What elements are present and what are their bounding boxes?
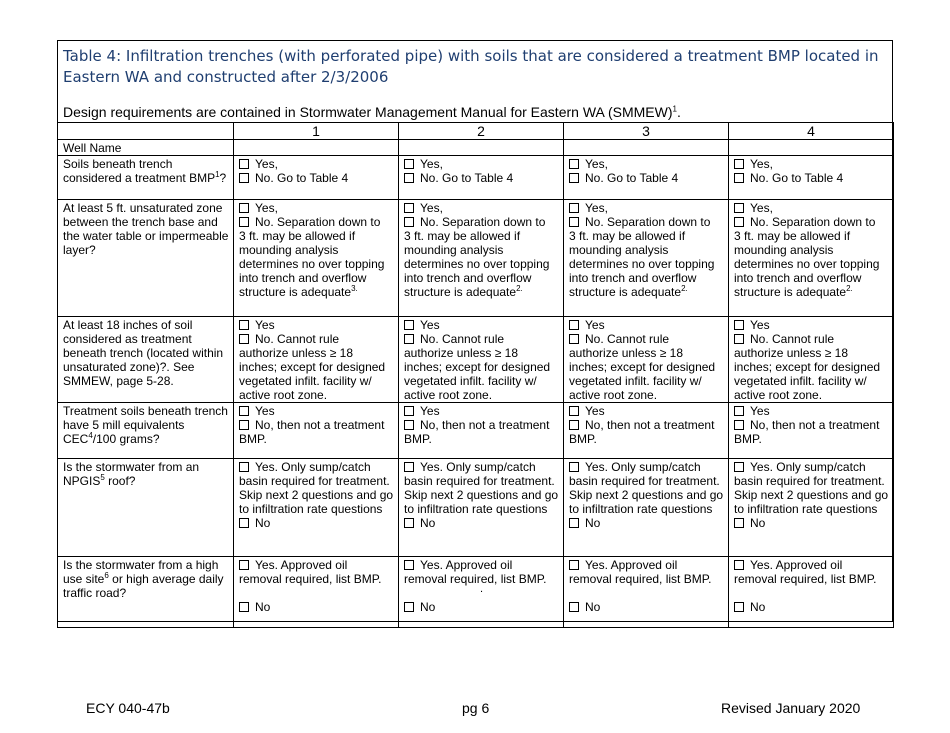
checkbox-yes[interactable] — [239, 406, 249, 416]
answer-cell: Yes, No. Separation down to 3 ft. may be allowed if mounding analysis determines no over topping into trench and overflow structure is adequate$^{2.}$ — [729, 200, 894, 317]
answer-cell: Yes. Only sump/catch basin required for treatment. Skip next 2 questions and go to infiltration rate questions No — [234, 459, 399, 557]
checkbox-yes[interactable] — [734, 406, 744, 416]
checkbox-yes[interactable] — [404, 203, 414, 213]
checkbox-no[interactable] — [239, 173, 249, 183]
soil-depth-row — [58, 317, 894, 403]
well-name-cell[interactable] — [234, 140, 399, 156]
checkbox-no[interactable] — [569, 217, 579, 227]
checkbox-no[interactable] — [734, 217, 744, 227]
answer-cell: Yes, No. Separation down to 3 ft. may be allowed if mounding analysis determines no over topping into trench and overflow structure is adequate$^{2.}$ — [564, 200, 729, 317]
row-label: Is the stormwater from a high use site$^6$ or high average daily traffic road? — [58, 557, 234, 628]
checkbox-no[interactable] — [404, 217, 414, 227]
checkbox-no[interactable] — [404, 173, 414, 183]
answer-cell: Yes No, then not a treatment BMP. — [729, 403, 894, 459]
checkbox-yes[interactable] — [734, 560, 744, 570]
answer-cell: Yes. Only sump/catch basin required for treatment. Skip next 2 questions and go to infiltration rate questions No — [564, 459, 729, 557]
checkbox-yes[interactable] — [734, 203, 744, 213]
row-label: Well Name — [58, 140, 234, 156]
cec-row — [58, 403, 894, 459]
checkbox-no[interactable] — [569, 173, 579, 183]
checkbox-yes[interactable] — [404, 406, 414, 416]
checkbox-no[interactable] — [404, 334, 414, 344]
answer-cell: Yes. Approved oil removal required, list BMP. No — [234, 557, 399, 628]
column-header: 2 — [399, 123, 564, 140]
footer-revision-date: Revised January 2020 — [721, 700, 861, 716]
checkbox-no[interactable] — [569, 518, 579, 528]
checkbox-no[interactable] — [569, 602, 579, 612]
checkbox-no[interactable] — [734, 518, 744, 528]
checkbox-yes[interactable] — [734, 320, 744, 330]
answer-cell: Yes. Only sump/catch basin required for treatment. Skip next 2 questions and go to infiltration rate questions No — [399, 459, 564, 557]
checkbox-no[interactable] — [734, 420, 744, 430]
answer-cell: Yes, No. Separation down to 3 ft. may be allowed if mounding analysis determines no over topping into trench and overflow structure is adequate$^{2.}$ — [399, 200, 564, 317]
answer-cell: Yes No. Cannot rule authorize unless ≥ 18 inches; except for designed vegetated infilt. facility w/ active root zone. — [234, 317, 399, 403]
checkbox-yes[interactable] — [404, 320, 414, 330]
checkbox-yes[interactable] — [239, 203, 249, 213]
answer-cell: Yes. Approved oil removal required, list BMP. No — [729, 557, 894, 628]
checkbox-yes[interactable] — [239, 159, 249, 169]
high-use-site-row — [58, 557, 894, 628]
checkbox-no[interactable] — [404, 420, 414, 430]
treatment-bmp-row — [58, 156, 894, 200]
checkbox-yes[interactable] — [569, 320, 579, 330]
checkbox-yes[interactable] — [239, 560, 249, 570]
checkbox-yes[interactable] — [569, 159, 579, 169]
checkbox-no[interactable] — [404, 602, 414, 612]
well-name-cell[interactable] — [399, 140, 564, 156]
well-name-cell[interactable] — [564, 140, 729, 156]
checkbox-yes[interactable] — [569, 203, 579, 213]
answer-cell: Yes No. Cannot rule authorize unless ≥ 18 inches; except for designed vegetated infilt. facility w/ active root zone. — [564, 317, 729, 403]
requirements-table — [57, 122, 894, 628]
answer-cell: Yes. Approved oil removal required, list BMP. No — [564, 557, 729, 628]
checkbox-no[interactable] — [239, 602, 249, 612]
answer-cell: Yes No. Cannot rule authorize unless ≥ 18 inches; except for designed vegetated infilt. facility w/ active root zone. — [399, 317, 564, 403]
checkbox-yes[interactable] — [404, 560, 414, 570]
row-label: Soils beneath trench considered a treatment BMP$^1$? — [58, 156, 234, 200]
footer-form-number: ECY 040-47b — [86, 700, 170, 716]
checkbox-no[interactable] — [239, 518, 249, 528]
answer-cell: Yes No. Cannot rule authorize unless ≥ 18 inches; except for designed vegetated infilt. facility w/ active root zone. — [729, 317, 894, 403]
column-header: 1 — [234, 123, 399, 140]
checkbox-yes[interactable] — [404, 159, 414, 169]
stray-dot: . — [479, 583, 484, 595]
checkbox-no[interactable] — [569, 420, 579, 430]
header-row — [58, 123, 894, 140]
checkbox-no[interactable] — [239, 334, 249, 344]
checkbox-no[interactable] — [239, 420, 249, 430]
answer-cell: Yes, No. Separation down to 3 ft. may be allowed if mounding analysis determines no over topping into trench and overflow structure is adequate$^{3.}$ — [234, 200, 399, 317]
checkbox-yes[interactable] — [734, 462, 744, 472]
npgis-roof-row — [58, 459, 894, 557]
row-label: At least 18 inches of soil considered as treatment beneath trench (located within unsaturated zone)?. See SMMEW, page 5-28. — [58, 317, 234, 403]
checkbox-yes[interactable] — [404, 462, 414, 472]
answer-cell: Yes No, then not a treatment BMP. — [234, 403, 399, 459]
answer-cell: Yes, No. Go to Table 4 — [234, 156, 399, 200]
checkbox-no[interactable] — [239, 217, 249, 227]
answer-cell: Yes, No. Go to Table 4 — [729, 156, 894, 200]
footer-page-number: pg 6 — [462, 700, 490, 716]
subtitle: Design requirements are contained in Stormwater Management Manual for Eastern WA (SMMEW)$^1$. — [63, 104, 681, 120]
answer-cell: Yes, No. Go to Table 4 — [399, 156, 564, 200]
row-label: Treatment soils beneath trench have 5 mill equivalents CEC$^4$/100 grams? — [58, 403, 234, 459]
header-blank — [58, 123, 234, 140]
checkbox-no[interactable] — [734, 602, 744, 612]
well-name-row — [58, 140, 894, 156]
checkbox-yes[interactable] — [569, 560, 579, 570]
checkbox-yes[interactable] — [734, 159, 744, 169]
answer-cell: Yes. Only sump/catch basin required for treatment. Skip next 2 questions and go to infiltration rate questions No — [729, 459, 894, 557]
answer-cell: Yes. Approved oil removal required, list BMP. . No — [399, 557, 564, 628]
checkbox-yes[interactable] — [569, 406, 579, 416]
unsaturated-zone-row — [58, 200, 894, 317]
answer-cell: Yes No, then not a treatment BMP. — [399, 403, 564, 459]
well-name-cell[interactable] — [729, 140, 894, 156]
checkbox-yes[interactable] — [239, 462, 249, 472]
row-label: Is the stormwater from an NPGIS$^5$ roof? — [58, 459, 234, 557]
checkbox-yes[interactable] — [569, 462, 579, 472]
checkbox-no[interactable] — [734, 173, 744, 183]
checkbox-yes[interactable] — [239, 320, 249, 330]
checkbox-no[interactable] — [404, 518, 414, 528]
answer-cell: Yes No, then not a treatment BMP. — [564, 403, 729, 459]
checkbox-no[interactable] — [734, 334, 744, 344]
table-title: Table 4: Infiltration trenches (with perforated pipe) with soils that are considered a treatment BMP located in Eastern WA and constructed after 2/3/2006 — [63, 47, 879, 86]
column-header: 4 — [729, 123, 894, 140]
column-header: 3 — [564, 123, 729, 140]
checkbox-no[interactable] — [569, 334, 579, 344]
row-label: At least 5 ft. unsaturated zone between the trench base and the water table or impermeable layer? — [58, 200, 234, 317]
answer-cell: Yes, No. Go to Table 4 — [564, 156, 729, 200]
